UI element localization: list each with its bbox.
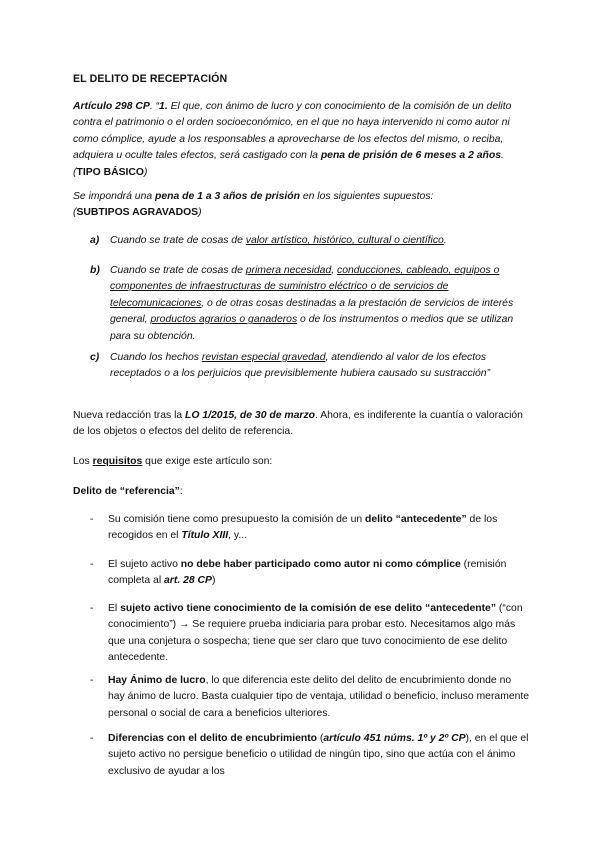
nueva-redaccion-paragraph: Nueva redacción tras la LO 1/2015, de 30 de marzo. Ahora, es indiferente la cuantía o valoración de los objetos o efectos del delito de referencia. bbox=[73, 410, 523, 438]
article-ref: Artículo 298 CP bbox=[73, 101, 150, 112]
list-item: - Su comisión tiene como presupuesto la comisión de un delito “antecedente” de los recogidos en el Título XIII, y... bbox=[90, 514, 498, 542]
delito-referencia-heading: Delito de “referencia”: bbox=[73, 486, 183, 497]
requisitos-paragraph: Los requisitos que exige este artículo son: bbox=[73, 456, 273, 467]
article-paragraph: Artículo 298 CP. “1. El que, con ánimo de lucro y con conocimiento de la comisión de un delito contra el patrimonio o el orden socioeconómico, en el que no haya intervenido ni como autor ni como cómplice, ayude a los responsables a aprovecharse de los efectos del mismo, o reciba, adquiera u oculte tales efectos, será castigado con la pena de prisión de 6 meses a 2 años. (TIPO BÁSICO) bbox=[73, 101, 512, 178]
article-penalty: pena de prisión de 6 meses a 2 años bbox=[320, 150, 501, 162]
subtipos-label: SUBTIPOS AGRAVADOS bbox=[76, 207, 199, 219]
aggravated-paragraph: Se impondrá una pena de 1 a 3 años de prisión en los siguientes supuestos: (SUBTIPOS AGRAVADOS) bbox=[73, 191, 434, 219]
list-item: a) Cuando se trate de cosas de valor artístico, histórico, cultural o científico. bbox=[90, 235, 447, 246]
list-item: - Hay Ánimo de lucro, lo que diferencia este delito del delito de encubrimiento donde no hay ánimo de lucro. Basta cualquier tipo de ventaja, utilidad o beneficio, incluso meramente personal o social de cara a beneficios ulteriores. bbox=[90, 675, 530, 719]
list-item: - El sujeto activo tiene conocimiento de la comisión de ese delito “antecedente” (“con conocimiento”) → Se requiere prueba indiciaria para probar esto. Necesitamos algo más que una conjetura o sospecha; tiene que ser claro que tuvo conocimiento de ese delito antecedente. bbox=[90, 603, 523, 664]
list-item: - El sujeto activo no debe haber participado como autor ni como cómplice (remisión completa al art. 28 CP) bbox=[90, 559, 507, 587]
list-item: b) Cuando se trate de cosas de primera necesidad, conducciones, cableado, equipos o componentes de infraestructuras de suministro eléctrico o de servicios de telecomunicaciones, o de otras cosas destinadas a la prestación de servicios de interés general, productos agrarios o ganaderos o de los instrumentos o medios que se utilizan para su obtención. bbox=[90, 265, 514, 342]
tipo-basico-label: TIPO BÁSICO bbox=[76, 166, 145, 178]
list-item: - Diferencias con el delito de encubrimiento (artículo 451 núms. 1º y 2º CP), en el que el sujeto activo no persigue beneficio o utilidad de ningún tipo, sino que actúa con el ánimo exclusivo de ayudar a los bbox=[90, 733, 529, 777]
list-item: c) Cuando los hechos revistan especial gravedad, atendiendo al valor de los efectos receptados o a los perjuicios que previsiblemente hubiera causado su sustracción” bbox=[90, 352, 491, 380]
page-title: EL DELITO DE RECEPTACIÓN bbox=[73, 73, 228, 85]
